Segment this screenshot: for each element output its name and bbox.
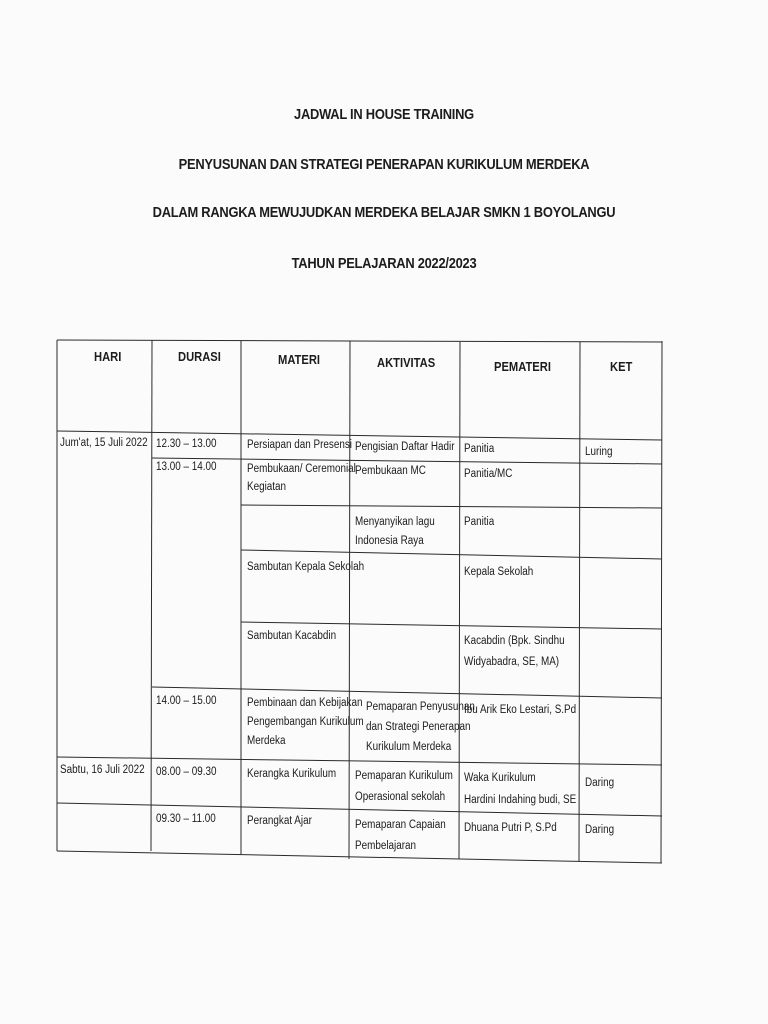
row6-pemateri: Ibu Arik Eko Lestari, S.Pd bbox=[464, 704, 577, 716]
row7-pemateri-line2: Hardini Indahing budi, SE bbox=[464, 794, 577, 806]
header-ket: KET bbox=[610, 359, 633, 374]
row7-ket: Daring bbox=[585, 777, 615, 789]
row1-materi: Persiapan dan Presensi bbox=[247, 439, 353, 451]
row3-aktivitas-line1: Menyanyikan lagu bbox=[355, 516, 435, 528]
row2-materi-line2: Kegiatan bbox=[247, 481, 287, 493]
row6-aktivitas-line1: Pemaparan Penyusunan bbox=[366, 701, 475, 713]
row4-materi: Sambutan Kepala Sekolah bbox=[247, 561, 365, 573]
row7-durasi: 08.00 – 09.30 bbox=[156, 766, 217, 778]
row3-pemateri: Panitia bbox=[464, 516, 495, 528]
row8-aktivitas-line2: Pembelajaran bbox=[355, 840, 417, 852]
row6-materi-line1: Pembinaan dan Kebijakan bbox=[247, 697, 363, 709]
row7-materi: Kerangka Kurikulum bbox=[247, 768, 337, 780]
row3-aktivitas-line2: Indonesia Raya bbox=[355, 535, 424, 547]
row1-ket: Luring bbox=[585, 446, 613, 458]
row8-ket: Daring bbox=[585, 824, 615, 836]
row6-materi-line2: Pengembangan Kurikulum bbox=[247, 716, 364, 728]
row5-pemateri-line2: Widyabadra, SE, MA) bbox=[464, 656, 560, 668]
row2-pemateri: Panitia/MC bbox=[464, 468, 513, 480]
row1-aktivitas: Pengisian Daftar Hadir bbox=[355, 441, 455, 453]
row6-aktivitas-line2: dan Strategi Penerapan bbox=[366, 721, 471, 733]
header-materi: MATERI bbox=[278, 352, 321, 367]
row5-materi: Sambutan Kacabdin bbox=[247, 630, 337, 642]
row7-aktivitas-line2: Operasional sekolah bbox=[355, 791, 446, 803]
row7-aktivitas-line1: Pemaparan Kurikulum bbox=[355, 770, 453, 782]
row1-pemateri: Panitia bbox=[464, 443, 495, 455]
row8-pemateri: Dhuana Putri P, S.Pd bbox=[464, 822, 557, 834]
column-divider-pemateri bbox=[459, 342, 460, 859]
row6-durasi: 14.00 – 15.00 bbox=[156, 695, 217, 707]
document-subtitle-line-2: DALAM RANGKA MEWUJUDKAN MERDEKA BELAJAR SMKN 1 BOYOLANGU bbox=[152, 204, 616, 221]
row2-materi-line1: Pembukaan/ Ceremonial bbox=[247, 463, 356, 475]
row2-aktivitas: Pembukaan MC bbox=[355, 465, 426, 477]
column-divider-aktivitas bbox=[349, 341, 350, 859]
row4-pemateri: Kepala Sekolah bbox=[464, 566, 534, 578]
row1-hari: Jum'at, 15 Juli 2022 bbox=[60, 437, 148, 449]
document-academic-year: TAHUN PELAJARAN 2022/2023 bbox=[291, 255, 477, 272]
row6-materi-line3: Merdeka bbox=[247, 735, 286, 747]
row8-materi: Perangkat Ajar bbox=[247, 815, 312, 827]
table-border-top bbox=[57, 340, 662, 342]
row8-aktivitas-line1: Pemaparan Capaian bbox=[355, 819, 446, 831]
day-divider-rule bbox=[57, 757, 662, 765]
header-aktivitas: AKTIVITAS bbox=[377, 355, 436, 370]
row8-durasi: 09.30 – 11.00 bbox=[156, 813, 216, 825]
column-divider-ket bbox=[579, 342, 580, 861]
row7-hari: Sabtu, 16 Juli 2022 bbox=[60, 764, 145, 776]
header-pemateri: PEMATERI bbox=[494, 359, 551, 374]
table-border-right bbox=[661, 341, 662, 863]
row5-pemateri-line1: Kacabdin (Bpk. Sindhu bbox=[464, 635, 565, 647]
document-subtitle-line-1: PENYUSUNAN DAN STRATEGI PENERAPAN KURIKULUM MERDEKA bbox=[178, 156, 590, 173]
document-title: JADWAL IN HOUSE TRAINING bbox=[294, 106, 474, 123]
header-durasi: DURASI bbox=[178, 349, 221, 364]
row-rule bbox=[241, 505, 662, 508]
row1-durasi: 12.30 – 13.00 bbox=[156, 438, 217, 450]
row7-pemateri-line1: Waka Kurikulum bbox=[464, 772, 536, 784]
row6-aktivitas-line3: Kurikulum Merdeka bbox=[366, 741, 452, 753]
header-hari: HARI bbox=[94, 349, 122, 364]
row2-durasi: 13.00 – 14.00 bbox=[156, 461, 217, 473]
column-divider-durasi bbox=[151, 340, 152, 851]
